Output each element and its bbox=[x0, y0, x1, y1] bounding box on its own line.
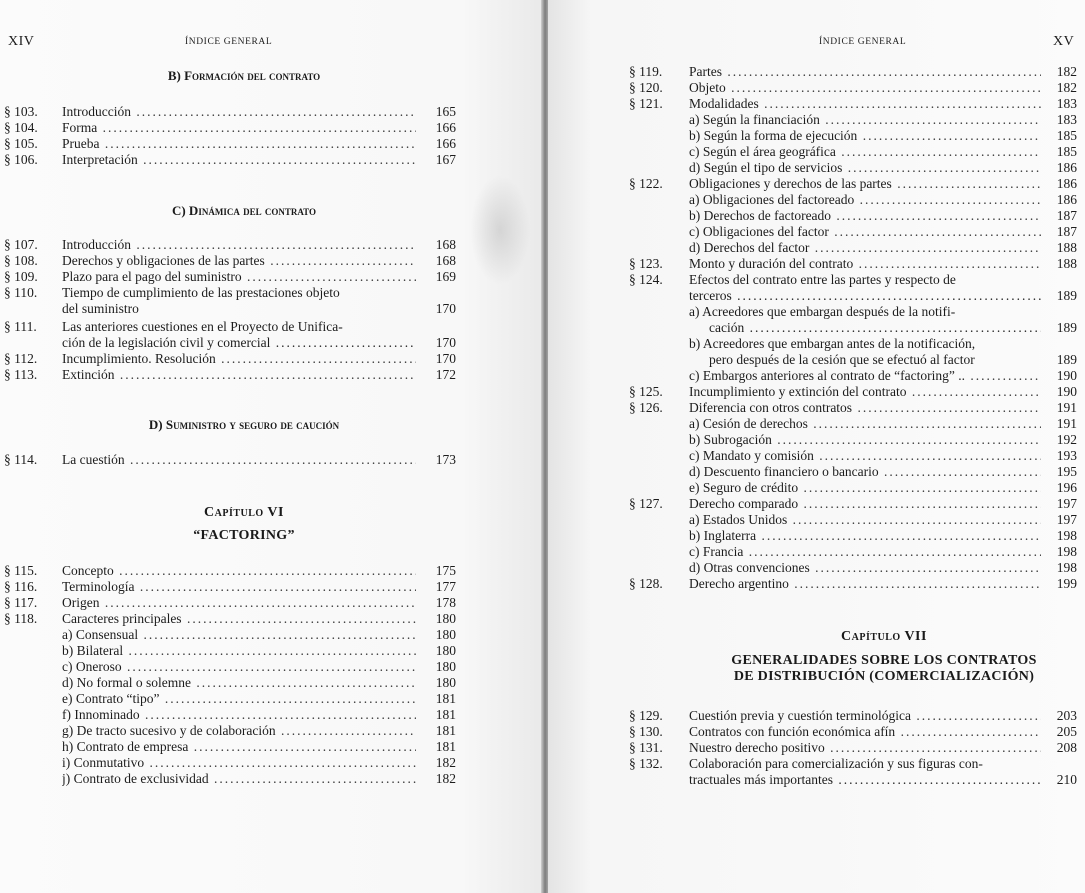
toc-subentry: e) Seguro de crédito ..... 196 bbox=[625, 480, 1085, 496]
left-page-folio: XIV bbox=[8, 34, 35, 49]
toc-entry: § 111. Las anteriores cuestiones en el Proyecto de Unifica- ción de la legislación civil y comercial ..... 170 bbox=[0, 319, 470, 351]
toc-subentry: d) Descuento financiero o bancario ..... 195 bbox=[625, 464, 1085, 480]
print-smudge bbox=[470, 175, 530, 285]
section-heading: C) Dinámica del contrato bbox=[171, 203, 317, 218]
right-page-folio: XV bbox=[1053, 34, 1075, 49]
toc-entry: § 113. Extinción ..... 172 bbox=[0, 367, 470, 383]
toc-entry: § 127. Derecho comparado ..... 197 bbox=[625, 496, 1085, 512]
section-heading: D) Suministro y seguro de caución bbox=[148, 417, 340, 432]
toc-entry: § 124. Efectos del contrato entre las partes y respecto de terceros ..... 189 bbox=[625, 272, 1085, 304]
toc-entry: § 105. Prueba ..... 166 bbox=[0, 136, 470, 152]
toc-entry: § 120. Objeto ..... 182 bbox=[625, 80, 1085, 96]
toc-subentry: a) Estados Unidos ..... 197 bbox=[625, 512, 1085, 528]
section-c-entries bbox=[0, 237, 470, 383]
toc-entry: § 117. Origen ..... 178 bbox=[0, 595, 470, 611]
toc-entry: § 128. Derecho argentino ..... 199 bbox=[625, 576, 1085, 592]
toc-subentry: c) Oneroso ..... 180 bbox=[0, 659, 470, 675]
toc-subentry: a) Según la financiación ..... 183 bbox=[625, 112, 1085, 128]
toc-entry: § 123. Monto y duración del contrato ..... 188 bbox=[625, 256, 1085, 272]
toc-subentry: b) Subrogación ..... 192 bbox=[625, 432, 1085, 448]
toc-subentry: c) Francia ..... 198 bbox=[625, 544, 1085, 560]
chapter-title-line-1: GENERALIDADES SOBRE LOS CONTRATOS bbox=[731, 653, 1037, 668]
toc-subentry: a) Cesión de derechos ..... 191 bbox=[625, 416, 1085, 432]
toc-subentry: b) Bilateral ..... 180 bbox=[0, 643, 470, 659]
toc-subentry: c) Según el área geográfica ..... 185 bbox=[625, 144, 1085, 160]
toc-subentry: d) Derechos del factor ..... 188 bbox=[625, 240, 1085, 256]
toc-subentry: d) No formal o solemne ..... 180 bbox=[0, 675, 470, 691]
toc-entry: § 129. Cuestión previa y cuestión terminológica ..... 203 bbox=[625, 708, 1085, 724]
toc-subentry: e) Contrato “tipo” ..... 181 bbox=[0, 691, 470, 707]
toc-entry: § 103. Introducción ..... 165 bbox=[0, 104, 470, 120]
toc-entry: § 125. Incumplimiento y extinción del contrato ..... 190 bbox=[625, 384, 1085, 400]
toc-entry: § 104. Forma ..... 166 bbox=[0, 120, 470, 136]
toc-entry: § 112. Incumplimiento. Resolución ..... 170 bbox=[0, 351, 470, 367]
right-running-head: ÍNDICE GENERAL bbox=[819, 37, 907, 47]
toc-subentry: b) Inglaterra ..... 198 bbox=[625, 528, 1085, 544]
toc-entry: § 131. Nuestro derecho positivo ..... 208 bbox=[625, 740, 1085, 756]
toc-subentry: c) Obligaciones del factor ..... 187 bbox=[625, 224, 1085, 240]
toc-entry: § 118. Caracteres principales ..... 180 bbox=[0, 611, 470, 627]
toc-entry: § 122. Obligaciones y derechos de las partes ..... 186 bbox=[625, 176, 1085, 192]
toc-entry: § 130. Contratos con función económica afín ..... 205 bbox=[625, 724, 1085, 740]
toc-subentry: f) Innominado ..... 181 bbox=[0, 707, 470, 723]
toc-subentry: d) Otras convenciones ..... 198 bbox=[625, 560, 1085, 576]
chapter-vii-entries bbox=[625, 708, 1085, 788]
toc-entry: § 108. Derechos y obligaciones de las partes ..... 168 bbox=[0, 253, 470, 269]
toc-entry: § 110. Tiempo de cumplimiento de las prestaciones objeto del suministro 170 bbox=[4, 285, 456, 316]
toc-subentry: j) Contrato de exclusividad ..... 182 bbox=[0, 771, 470, 787]
chapter-vii-header bbox=[625, 629, 1085, 685]
toc-entry: § 121. Modalidades ..... 183 bbox=[625, 96, 1085, 112]
toc-subentry: a) Obligaciones del factoreado ..... 186 bbox=[625, 192, 1085, 208]
toc-subentry: a) Consensual ..... 180 bbox=[0, 627, 470, 643]
toc-subentry: a) Acreedores que embargan después de la notifi- cación ..... 189 bbox=[625, 304, 1085, 336]
chapter-number: Capítulo VII bbox=[841, 629, 927, 644]
toc-entry: § 132. Colaboración para comercialización y sus figuras con- tractuales más importantes ..... 210 bbox=[625, 756, 1085, 788]
toc-entry: § 115. Concepto ..... 175 bbox=[0, 563, 470, 579]
section-c bbox=[0, 203, 470, 219]
section-d bbox=[0, 417, 470, 433]
section-b-entries bbox=[0, 104, 470, 168]
toc-subentry: b) Derechos de factoreado ..... 187 bbox=[625, 208, 1085, 224]
section-heading: B) Formación del contrato bbox=[167, 68, 321, 83]
chapter-number: Capítulo VI bbox=[204, 505, 284, 520]
section-b bbox=[0, 68, 470, 84]
toc-subentry: d) Según el tipo de servicios ..... 186 bbox=[625, 160, 1085, 176]
left-running-head: ÍNDICE GENERAL bbox=[185, 37, 273, 47]
chapter-title: “FACTORING” bbox=[193, 528, 295, 543]
toc-subentry: h) Contrato de empresa ..... 181 bbox=[0, 739, 470, 755]
toc-entry: § 119. Partes ..... 182 bbox=[625, 64, 1085, 80]
toc-entry: § 109. Plazo para el pago del suministro ..... 169 bbox=[0, 269, 470, 285]
chapter-title-line-2: DE DISTRIBUCIÓN (COMERCIALIZACIÓN) bbox=[733, 669, 1035, 684]
right-block-1 bbox=[625, 64, 1085, 592]
toc-subentry: b) Acreedores que embargan antes de la notificación, pero después de la cesión que se efectuó al factor 189 bbox=[689, 336, 1077, 367]
toc-entry: § 107. Introducción ..... 168 bbox=[0, 237, 470, 253]
toc-subentry: c) Embargos anteriores al contrato de “factoring” .. ..... 190 bbox=[625, 368, 1085, 384]
toc-subentry: c) Mandato y comisión ..... 193 bbox=[625, 448, 1085, 464]
toc-subentry: g) De tracto sucesivo y de colaboración ..... 181 bbox=[0, 723, 470, 739]
chapter-vi-entries bbox=[0, 563, 470, 787]
section-d-entries bbox=[0, 452, 470, 468]
toc-subentry: b) Según la forma de ejecución ..... 185 bbox=[625, 128, 1085, 144]
toc-entry: § 116. Terminología ..... 177 bbox=[0, 579, 470, 595]
toc-entry: § 106. Interpretación ..... 167 bbox=[0, 152, 470, 168]
toc-entry: § 126. Diferencia con otros contratos ..... 191 bbox=[625, 400, 1085, 416]
toc-entry: § 114. La cuestión ..... 173 bbox=[0, 452, 470, 468]
chapter-vi-header bbox=[0, 505, 470, 544]
toc-subentry: i) Conmutativo ..... 182 bbox=[0, 755, 470, 771]
